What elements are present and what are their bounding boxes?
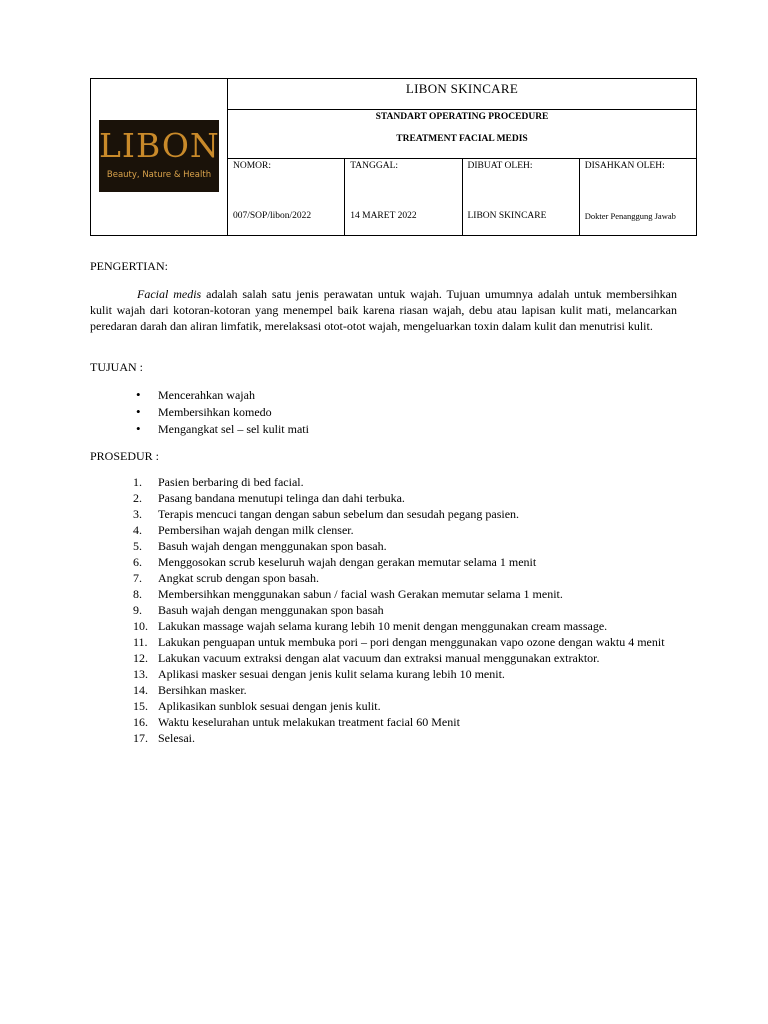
- meta-dibuat-oleh: [462, 159, 579, 236]
- list-item: [133, 714, 678, 730]
- list-item: [133, 474, 678, 490]
- step-number: 13.: [133, 667, 148, 681]
- list-item: [133, 586, 678, 602]
- list-item: [133, 554, 678, 570]
- step-number: 2.: [133, 491, 142, 505]
- list-item: [133, 634, 678, 650]
- step-text: Bersihkan masker.: [158, 683, 247, 697]
- step-number: 4.: [133, 523, 142, 537]
- list-item: [133, 570, 678, 586]
- list-item: • Membersihkan komedo: [136, 404, 309, 421]
- step-number: 11.: [133, 635, 148, 649]
- step-text: Angkat scrub dengan spon basah.: [158, 571, 319, 585]
- list-item: [133, 618, 678, 634]
- list-item: [133, 682, 678, 698]
- libon-logo: [99, 120, 219, 192]
- meta-nomor: [228, 159, 345, 236]
- step-number: 1.: [133, 475, 142, 489]
- logo-wordmark: LIBON: [99, 125, 220, 165]
- list-item: [133, 666, 678, 682]
- prosedur-list: [133, 474, 678, 746]
- step-text: Lakukan penguapan untuk membuka pori – pori dengan menggunakan vapo ozone dengan waktu 4 menit: [158, 635, 665, 649]
- step-number: 15.: [133, 699, 148, 713]
- step-text: Lakukan vacuum extraksi dengan alat vacuum dan extraksi manual menggunakan extraktor.: [158, 651, 600, 665]
- step-text: Basuh wajah dengan menggunakan spon basah: [158, 603, 384, 617]
- list-item: [133, 730, 678, 746]
- step-text: Pasien berbaring di bed facial.: [158, 475, 304, 489]
- prosedur-heading: PROSEDUR :: [90, 449, 160, 463]
- list-item: [133, 602, 678, 618]
- list-item: • Mencerahkan wajah: [136, 387, 309, 404]
- step-text: Menggosokan scrub keseluruh wajah dengan gerakan memutar selama 1 menit: [158, 555, 537, 569]
- list-item: • Mengangkat sel – sel kulit mati: [136, 421, 309, 438]
- step-text: Lakukan massage wajah selama kurang lebih 10 menit dengan menggunakan cream massage.: [158, 619, 608, 633]
- step-number: 9.: [133, 603, 142, 617]
- meta-label: DISAHKAN OLEH:: [584, 161, 665, 171]
- step-number: 10.: [133, 619, 148, 633]
- meta-value: LIBON SKINCARE: [467, 211, 547, 221]
- document-title-cell: [228, 110, 697, 159]
- pengertian-heading: PENGERTIAN:: [90, 259, 168, 273]
- step-text: Aplikasikan sunblok sesuai dengan jenis kulit.: [158, 699, 381, 713]
- doc-type: STANDART OPERATING PROCEDURE: [375, 112, 549, 122]
- step-number: 17.: [133, 731, 148, 745]
- meta-disahkan-oleh: [579, 159, 696, 236]
- meta-value: Dokter Penanggung Jawab: [584, 211, 676, 221]
- meta-label: NOMOR:: [233, 161, 272, 171]
- pengertian-term: Facial medis: [137, 287, 202, 301]
- step-number: 6.: [133, 555, 142, 569]
- list-item: [133, 698, 678, 714]
- logo-tagline: Beauty, Nature & Health: [106, 169, 212, 180]
- meta-label: DIBUAT OLEH:: [467, 161, 533, 171]
- step-text: Waktu keselurahan untuk melakukan treatment facial 60 Menit: [158, 715, 460, 729]
- step-text: Selesai.: [158, 731, 195, 745]
- tujuan-heading: TUJUAN :: [90, 360, 143, 374]
- step-text: Aplikasi masker sesuai dengan jenis kulit selama kurang lebih 10 menit.: [158, 667, 505, 681]
- meta-tanggal: [345, 159, 462, 236]
- step-number: 14.: [133, 683, 148, 697]
- doc-title: TREATMENT FACIAL MEDIS: [396, 134, 528, 144]
- step-number: 7.: [133, 571, 142, 585]
- logo-cell: [91, 79, 228, 236]
- step-text: Basuh wajah dengan menggunakan spon basah.: [158, 539, 387, 553]
- step-number: 8.: [133, 587, 142, 601]
- step-text: Terapis mencuci tangan dengan sabun sebelum dan sesudah pegang pasien.: [158, 507, 520, 521]
- meta-label: TANGGAL:: [350, 161, 399, 171]
- step-text: Pasang bandana menutupi telinga dan dahi terbuka.: [158, 491, 405, 505]
- pengertian-paragraph: [90, 286, 677, 334]
- step-number: 12.: [133, 651, 148, 665]
- list-item: [133, 538, 678, 554]
- list-item: [133, 506, 678, 522]
- tujuan-list: [136, 387, 309, 438]
- list-item: [133, 650, 678, 666]
- step-text: Pembersihan wajah dengan milk clenser.: [158, 523, 354, 537]
- sop-header-table: [90, 78, 697, 236]
- list-item: [133, 522, 678, 538]
- pengertian-text: adalah salah satu jenis perawatan untuk wajah. Tujuan umumnya adalah untuk membersihkan kulit wajah dari kotoran-kotoran yang menempel baik karena riasan wajah, debu atau lapisan kulit mati, melancarkan peredaran darah dan aliran limfatik, merelaksasi otot-otot wajah, mengeluarkan toxin dalam kulit dan menutrisi kulit.: [90, 287, 677, 333]
- meta-value: 14 MARET 2022: [350, 211, 417, 221]
- step-number: 16.: [133, 715, 148, 729]
- step-text: Membersihkan menggunakan sabun / facial wash Gerakan memutar selama 1 menit.: [158, 587, 563, 601]
- list-item: [133, 490, 678, 506]
- meta-value: 007/SOP/libon/2022: [233, 211, 312, 221]
- company-title: LIBON SKINCARE: [228, 79, 697, 110]
- step-number: 3.: [133, 507, 142, 521]
- step-number: 5.: [133, 539, 142, 553]
